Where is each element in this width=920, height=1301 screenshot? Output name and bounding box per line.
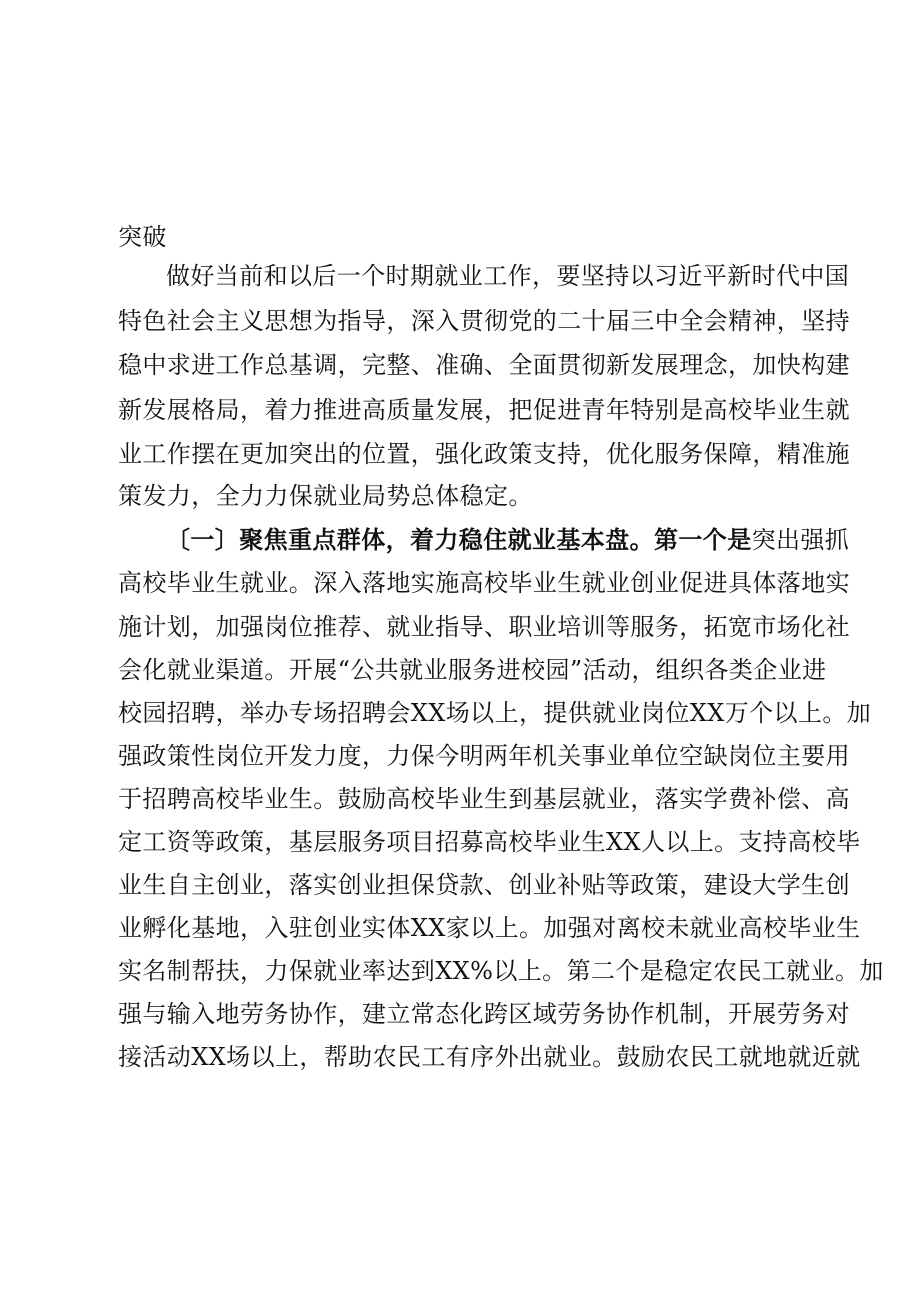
- section-heading-line: [166, 519, 850, 561]
- paragraph-line: 稳中求进工作总基调，完整、准确、全面贯彻新发展理念，加快构建: [118, 351, 850, 379]
- paragraph-line: 特色社会主义思想为指导，深入贯彻党的二十届三中全会精神，坚持: [118, 307, 850, 335]
- paragraph-line: 新发展格局，着力推进高质量发展，把促进青年特别是高校毕业生就: [118, 396, 850, 424]
- section-heading-bold: 〔一〕聚焦重点群体，着力稳住就业基本盘。第一个是: [166, 525, 752, 554]
- section-line: 强与输入地劳务协作，建立常态化跨区域劳务协作机制，开展劳务对: [118, 1000, 850, 1028]
- paragraph-line: 业工作摆在更加突出的位置，强化政策支持，优化服务保障，精准施: [118, 440, 850, 468]
- section-line: 实名制帮扶，力保就业率达到XX%以上。第二个是稳定农民工就业。加: [118, 957, 884, 985]
- section-line: 接活动XX场以上，帮助农民工有序外出就业。鼓励农民工就地就近就: [118, 1043, 861, 1071]
- section-line: 强政策性岗位开发力度，力保今明两年机关事业单位空缺岗位主要用: [118, 742, 850, 770]
- section-line: 校园招聘，举办专场招聘会XX场以上，提供就业岗位XX万个以上。加: [118, 699, 872, 727]
- section-line: 于招聘高校毕业生。鼓励高校毕业生到基层就业，落实学费补偿、高: [118, 785, 850, 813]
- section-line: 定工资等政策，基层服务项目招募高校毕业生XX人以上。支持高校毕: [118, 828, 861, 856]
- section-heading-rest: 突出强抓: [751, 526, 850, 554]
- paragraph-line: 做好当前和以后一个时期就业工作，要坚持以习近平新时代中国: [166, 262, 850, 290]
- section-line: 高校毕业生就业。深入落地实施高校毕业生就业创业促进具体落地实: [118, 569, 850, 597]
- paragraph-line: 策发力，全力力保就业局势总体稳定。: [118, 482, 533, 510]
- section-line: 会化就业渠道。开展“公共就业服务进校园”活动，组织各类企业进: [118, 656, 827, 684]
- heading-tail: 突破: [118, 223, 167, 251]
- section-line: 业生自主创业，落实创业担保贷款、创业补贴等政策，建设大学生创: [118, 871, 850, 899]
- section-line: 施计划，加强岗位推荐、就业指导、职业培训等服务，拓宽市场化社: [118, 613, 850, 641]
- section-line: 业孵化基地，入驻创业实体XX家以上。加强对离校未就业高校毕业生: [118, 914, 861, 942]
